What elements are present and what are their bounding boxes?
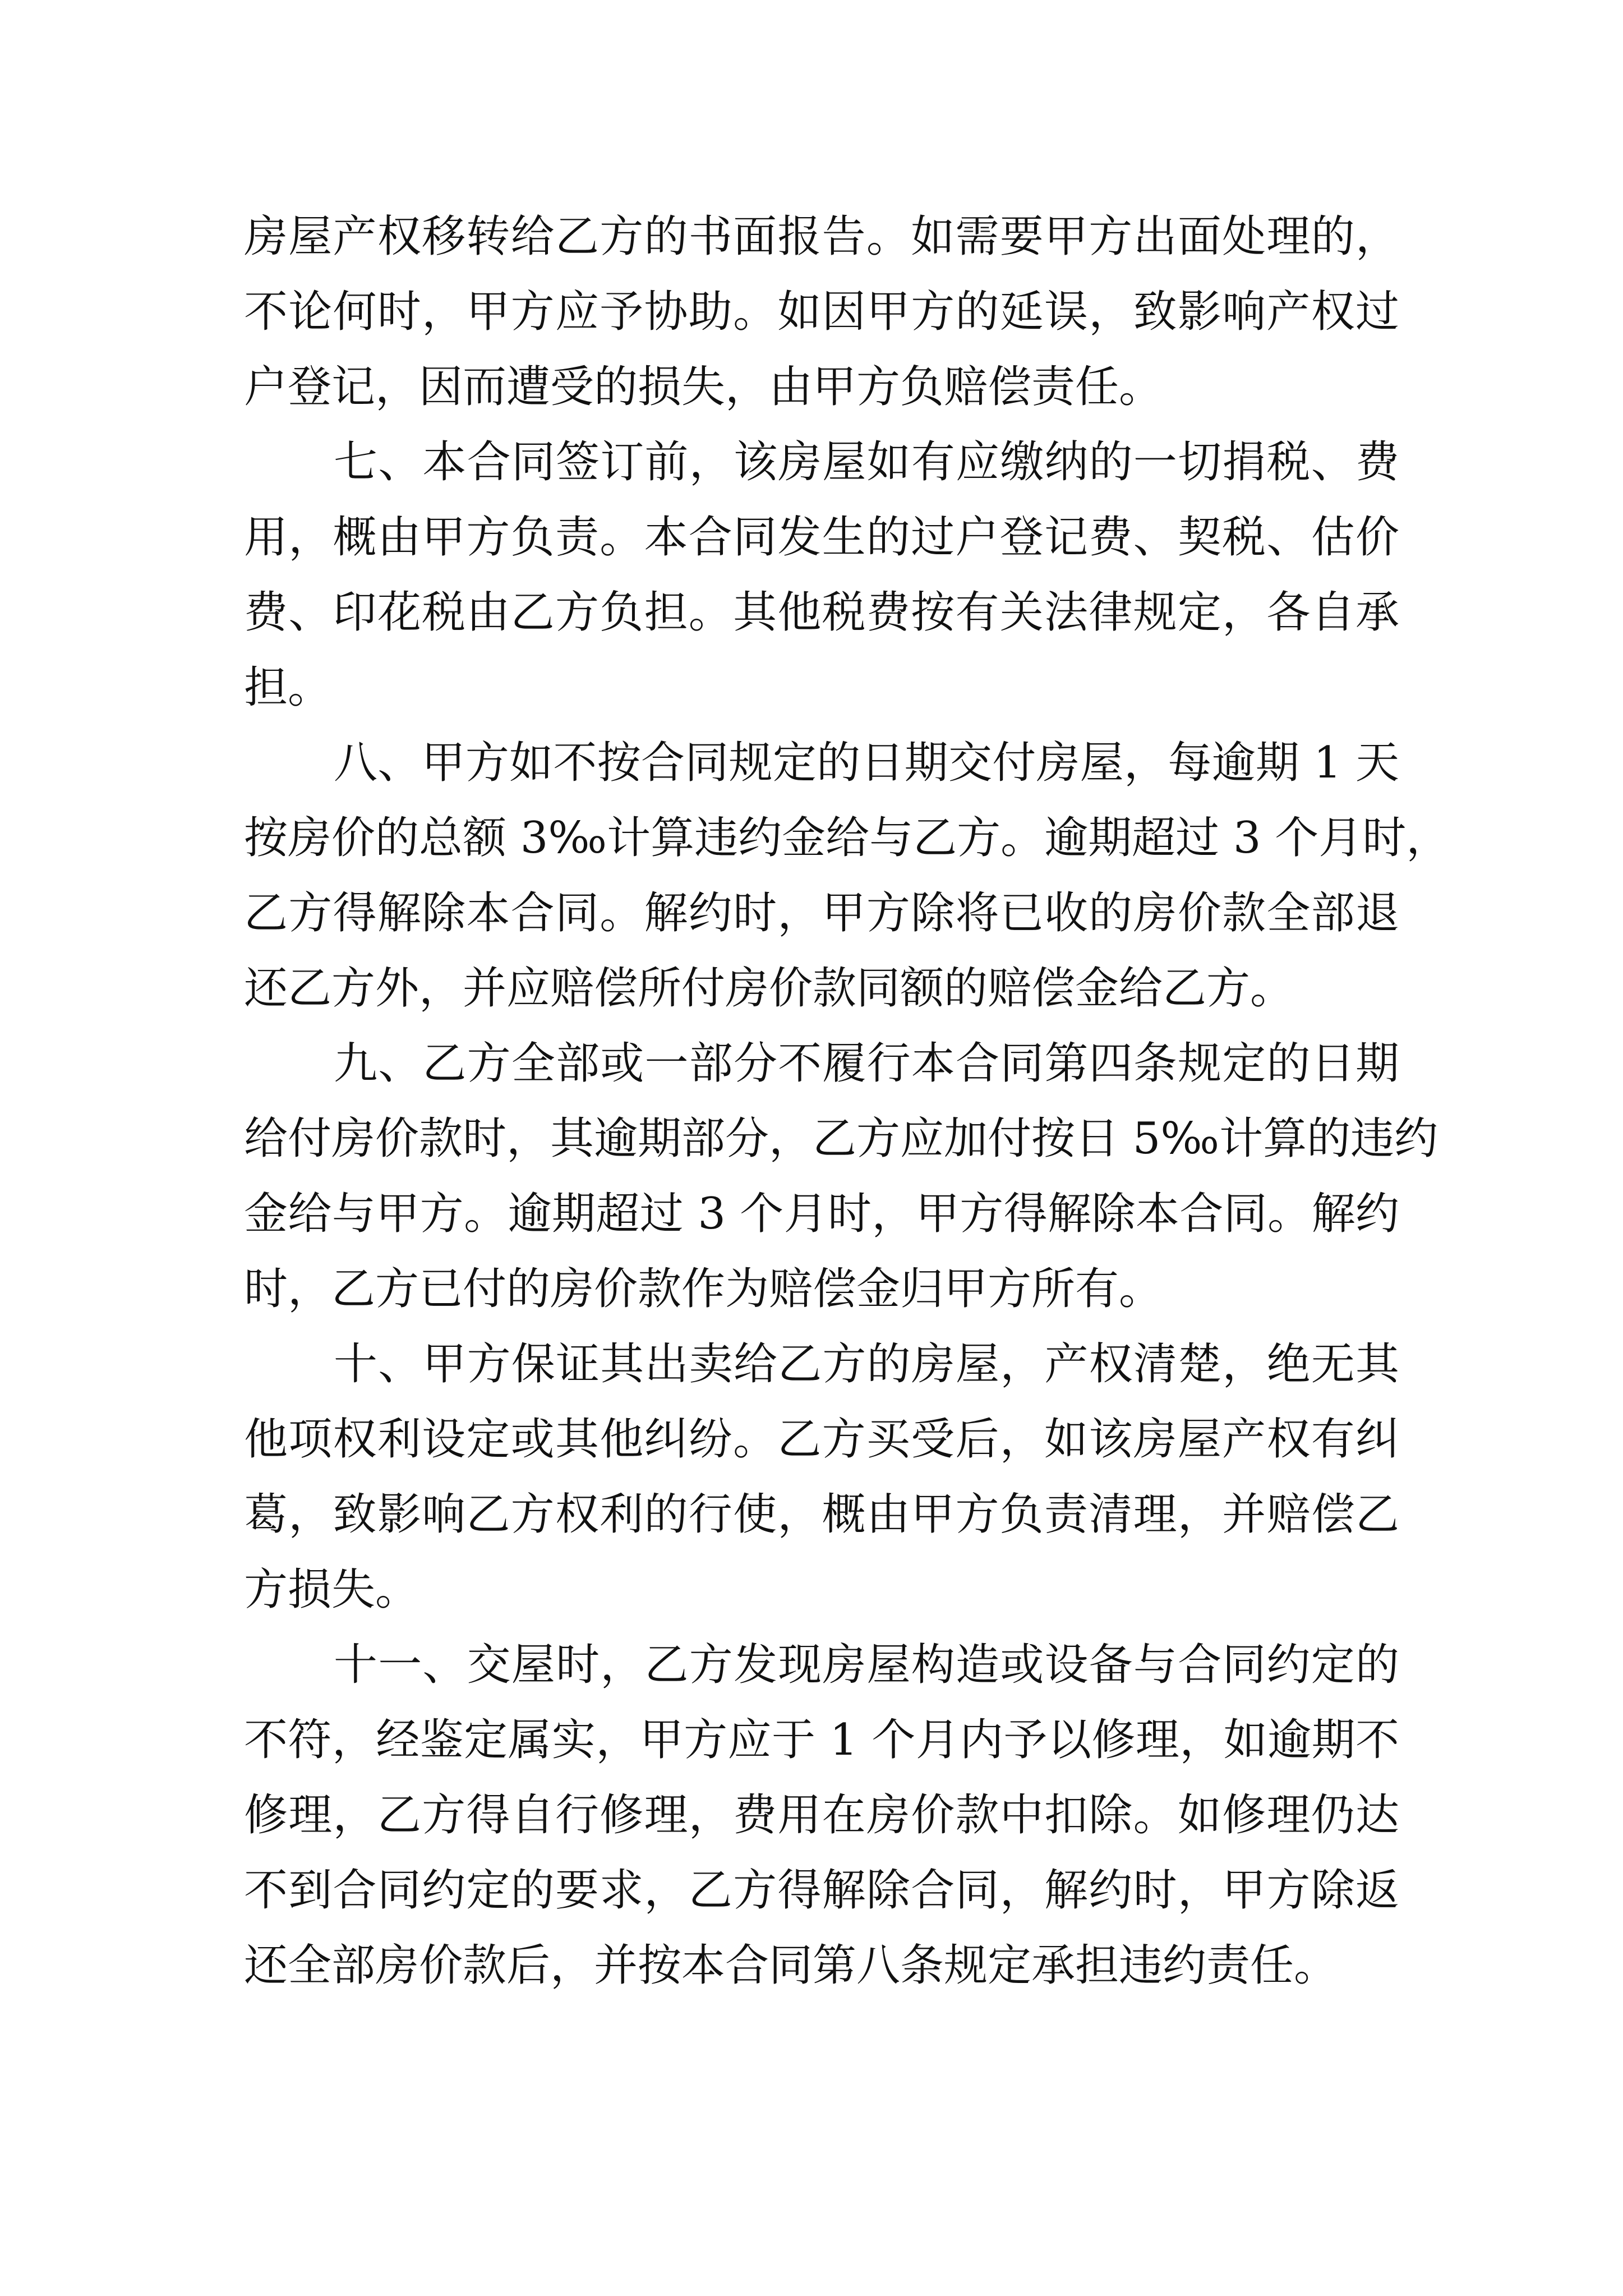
text-line: 按房价的总额 3‰计算违约金给与乙方。逾期超过 3 个月时， xyxy=(244,813,1450,863)
text-line: 十、甲方保证其出卖给乙方的房屋，产权清楚，绝无其 xyxy=(334,1339,1399,1389)
text-line: 七、本合同签订前，该房屋如有应缴纳的一切捐税、费 xyxy=(334,437,1399,487)
text-line: 金给与甲方。逾期超过 3 个月时，甲方得解除本合同。解约 xyxy=(244,1189,1399,1239)
clause-9-paragraph xyxy=(244,1026,1438,1327)
clause-7-paragraph xyxy=(244,425,1399,725)
text-line: 葛，致影响乙方权利的行使，概由甲方负责清理，并赔偿乙 xyxy=(244,1489,1399,1540)
text-line: 担。 xyxy=(244,662,332,713)
text-line: 用，概由甲方负责。本合同发生的过户登记费、契税、估价 xyxy=(244,512,1399,563)
text-line: 八、甲方如不按合同规定的日期交付房屋，每逾期 1 天 xyxy=(334,738,1399,788)
text-line: 修理，乙方得自行修理，费用在房价款中扣除。如修理仍达 xyxy=(244,1790,1399,1841)
text-line: 费、印花税由乙方负担。其他税费按有关法律规定，各自承 xyxy=(244,587,1399,638)
text-line: 不到合同约定的要求，乙方得解除合同，解约时，甲方除返 xyxy=(244,1865,1399,1916)
contract-body xyxy=(244,199,1450,2003)
text-line: 还乙方外，并应赔偿所付房价款同额的赔偿金给乙方。 xyxy=(244,963,1294,1014)
text-line: 方损失。 xyxy=(244,1565,419,1615)
text-line: 还全部房价款后，并按本合同第八条规定承担违约责任。 xyxy=(244,1940,1338,1991)
clause-11-paragraph xyxy=(244,1627,1399,2003)
text-line: 他项权利设定或其他纠纷。乙方买受后，如该房屋产权有纠 xyxy=(244,1414,1399,1465)
text-line: 户登记，因而遭受的损失，由甲方负赔偿责任。 xyxy=(244,362,1163,412)
text-line: 不符，经鉴定属实，甲方应于 1 个月内予以修理，如逾期不 xyxy=(244,1715,1399,1765)
text-line: 不论何时，甲方应予协助。如因甲方的延误，致影响产权过 xyxy=(244,287,1399,337)
text-line: 乙方得解除本合同。解约时，甲方除将已收的房价款全部退 xyxy=(244,888,1399,938)
text-line: 给付房价款时，其逾期部分，乙方应加付按日 5‰计算的违约 xyxy=(244,1114,1438,1164)
clause-8-paragraph xyxy=(244,725,1450,1026)
clause-10-paragraph xyxy=(244,1327,1399,1627)
text-line: 十一、交屋时，乙方发现房屋构造或设备与合同约定的 xyxy=(334,1640,1399,1690)
text-line: 房屋产权移转给乙方的书面报告。如需要甲方出面处理的， xyxy=(244,211,1399,262)
text-line: 九、乙方全部或一部分不履行本合同第四条规定的日期 xyxy=(334,1038,1399,1089)
paragraph-continuation xyxy=(244,199,1399,425)
text-line: 时，乙方已付的房价款作为赔偿金归甲方所有。 xyxy=(244,1264,1163,1314)
